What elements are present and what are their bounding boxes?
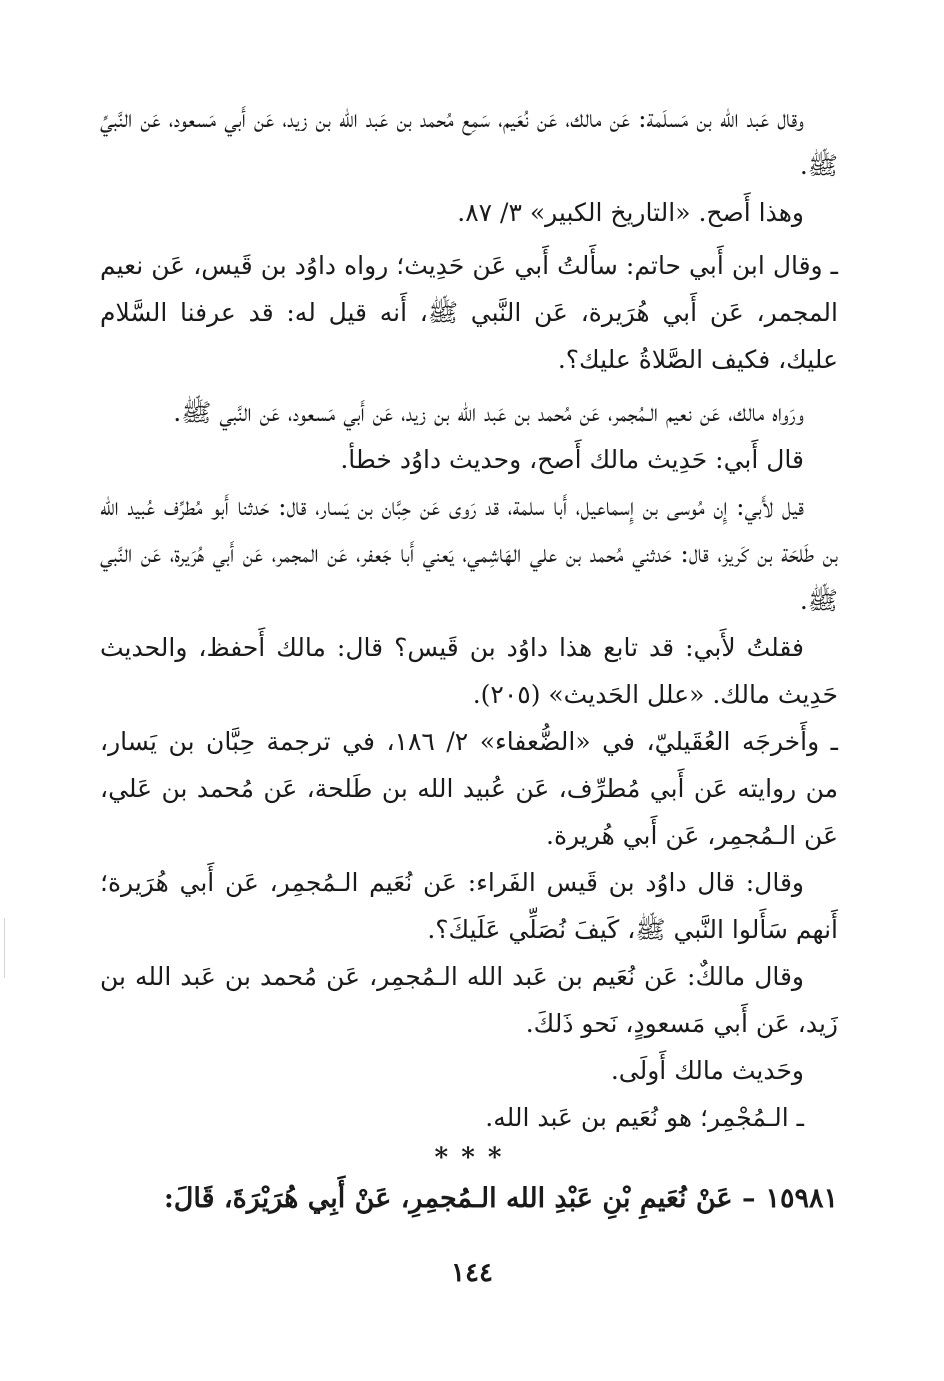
paragraph-9: وقال: قال داوُد بن قَيس الفَراء: عَن نُعَيم الـمُجمِر، عَن أَبي هُرَيرة؛ أَنهم سَأَلوا النَّبي ﷺ، كَيفَ نُصَلِّي عَلَيكَ؟.: [100, 868, 838, 944]
page-number: ١٤٤: [451, 1258, 493, 1288]
hadith-chain: – عَنْ نُعَيمِ بْنِ عَبْدِ الله الـمُجمِرِ، عَنْ أَبِي هُرَيْرَةَ، قَالَ:: [163, 1183, 756, 1214]
paragraph-3: ـ وقال ابن أَبي حاتم: سأَلتُ أَبي عَن حَدِيث؛ رواه داوُد بن قَيس، عَن نعيم المجمر، عَن أَبي هُرَيرة، عَن النَّبي ﷺ، أَنه قيل له: قد عرفنا السَّلام عليك، فكيف الصَّلاةُ عليك؟.: [100, 251, 838, 374]
paragraph-8: ـ وأَخرجَه العُقَيليّ، في «الضُّعفاء» ٢/ ١٨٦، في ترجمة حِبَّان بن يَسار، من روايته عَن أَبي مُطرِّف، عَن عُبيد الله بن طَلحة، عَن مُحمد بن عَلي، عَن الـمُجمِر، عَن أَبي هُريرة.: [100, 727, 838, 850]
paragraph-2: وهذا أَصح. «التاريخ الكبير» ٣/ ٨٧.: [457, 198, 804, 227]
paragraph-6: قيل لأَبي: إِن مُوسى بن إِسماعيل، أَبا سلمة، قد رَوى عَن حِبَّان بن يَسار، قال: حَدثنا أَبو مُطرِّف عُبيد الله بن طَلحَة بن كَريز، قال: حَدثني مُحمد بن علي الهَاشِمي، يَعني أَبا جَعفر، عَن المجمر، عَن أَبي هُرَيرة، عَن النَّبي ﷺ.: [100, 492, 838, 615]
page-body: [100, 95, 838, 1225]
paragraph-7: فقلتُ لأَبي: قد تابع هذا داوُد بن قَيس؟ قال: مالك أَحفظ، والحديث حَدِيث مالك. «علل الحَديث» (٢٠٥).: [100, 633, 838, 709]
section-separator: * * *: [434, 1143, 504, 1173]
paragraph-10: وقال مالكٌ: عَن نُعَيم بن عَبد الله الـمُجمِر، عَن مُحمد بن عَبد الله بن زَيد، عَن أَبي مَسعودٍ، نَحو ذَلكَ.: [100, 962, 838, 1038]
hadith-number: ١٥٩٨١: [765, 1183, 838, 1214]
margin-mark: [4, 918, 5, 978]
paragraph-11: وحَديث مالك أَولَى.: [610, 1056, 804, 1085]
hadith-heading: [100, 1173, 838, 1225]
paragraph-12: ـ الـمُجْمِر؛ هو نُعَيم بن عَبد الله.: [485, 1103, 804, 1132]
paragraph-4: ورَواه مالك، عَن نعيم الـمُجمر، عَن مُحمد بن عَبد الله بن زيد، عَن أَبي مَسعود، عَن النَّبي ﷺ.: [173, 398, 804, 427]
paragraph-1: وقال عَبد الله بن مَسلَمة: عَن مالك، عَن نُعَيم، سَمِع مُحمد بن عَبد الله بن زيد، عَن أَبي مَسعود، عَن النَّبيِّ ﷺ.: [100, 104, 838, 180]
paragraph-5: قال أَبي: حَدِيث مالك أَصح، وحديث داوُد خطأ.: [340, 445, 804, 474]
